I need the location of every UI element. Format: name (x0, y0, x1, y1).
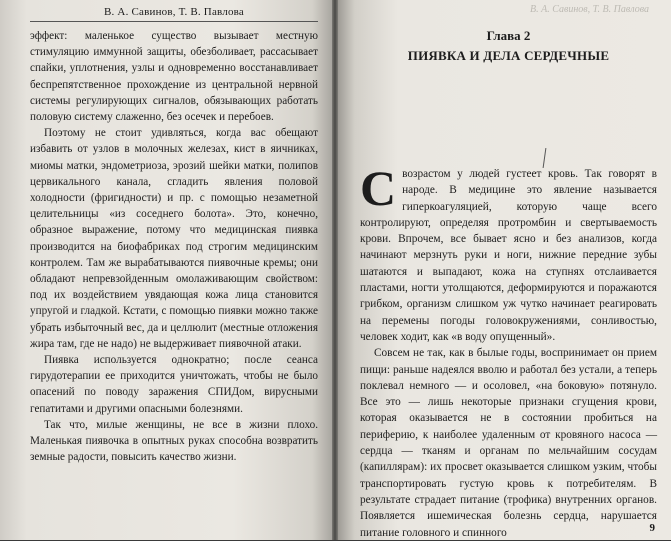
running-head: В. А. Савинов, Т. В. Павлова (30, 6, 318, 22)
right-page (338, 0, 671, 540)
faded-running-head: В. А. Савинов, Т. В. Павлова (530, 4, 649, 15)
left-page (0, 0, 332, 540)
chapter-number: Глава 2 (486, 28, 531, 43)
paragraph: эффект: маленькое существо вызывает местную стимуляцию иммунной защиты, обезболивает, рассасывает спайки, уплотнения, узлы и одновременно восстанавливает беспрепятственное прохождение из центральной нервной системы регулирующих сигналов, обязывающих работать половую систему слаженно, без осечек и перебоев. (30, 30, 318, 124)
paragraph: Так что, милые женщины, не все в жизни плохо. Маленькая пиявочка в опытных руках способна возвратить земные радости, повысить качество жизни. (30, 418, 318, 464)
right-page-body (360, 160, 657, 541)
paragraph (360, 160, 657, 345)
drop-cap: С (360, 160, 397, 216)
page-number: 9 (649, 522, 655, 534)
paragraph: Пиявка используется однократно; после сеанса гирудотерапии ее приходится уничтожать, чтобы не было опасений по поводу заражения СПИДом, вирусными гепатитами и другими опасными болезнями. (30, 354, 318, 415)
pen-mark (543, 148, 547, 168)
paragraph: Совсем не так, как в былые годы, воспринимает он прием пищи: раньше надеялся вволю и работал без устали, а теперь поклевал немного — и осоловел, «на боковую» потянуло. Все это — лишь некоторые признаки сгущения крови, которая оказывается не в состоянии пробиться на периферию, к наиболее удаленным от кровяного насоса — сердца — тканям и органам по мельчайшим сосудам (капиллярам): их просвет оказывается слишком узким, чтобы транспортировать густую кровь к потребителям. В результате страдает питание (трофика) внутренних органов. Появляется ишемическая болезнь сердца, нарушается питание головного и спинного (360, 347, 657, 539)
paragraph-text: возрастом у людей густеет кровь. Так говорят в народе. В медицине это явление называется гиперкоагуляцией, которую чаще всего контролируют, определяя протромбин и свертываемость крови. Впрочем, все бывает ясно и без анализов, когда начинают мерзнуть руки и ноги, нижние передние зубы шатаются и выпадают, кожа на ступнях отслаивается пластами, ногти утолщаются, деформируются и поражаются грибком, организм слишком уж чутко начинает реагировать на перемены погоды головокружениями, сонливостью, человек ходит, как «в воду опущенный». (360, 168, 657, 343)
paragraph: Поэтому не стоит удивляться, когда вас обещают избавить от узлов в молочных железах, кист в яичниках, миомы матки, эндометриоза, эрозий шейки матки, полипов цервикального канала, сгладить явления половой холодности (фригидности) и пр. с помощью незаметной целительницы «из соседнего болота». Это, конечно, образное выражение, потому что медицинская пиявка производится на биофабриках под строгим медицинским контролем. Там же вырабатываются пиявочные кремы; они обладают непревзойденным омолаживающим свойством: под их воздействием увядающая кожа лица становится упругой и гладкой. Кстати, с помощью пиявки можно также убрать избыточный вес, да и целлюлит (местные отложения жира там, где не надо) не выдерживает пиявочной атаки. (30, 127, 318, 350)
chapter-title: ПИЯВКА И ДЕЛА СЕРДЕЧНЫЕ (407, 48, 610, 63)
left-page-body (30, 28, 318, 465)
